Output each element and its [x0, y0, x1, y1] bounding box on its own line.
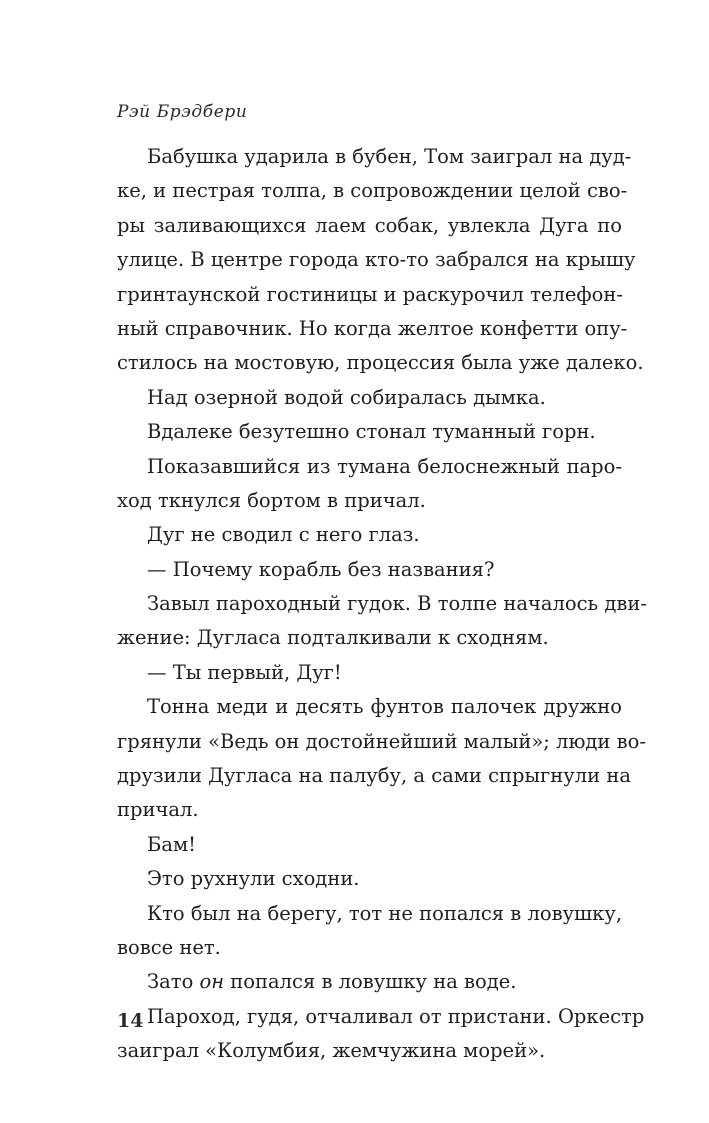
text-line: Бам! — [147, 832, 196, 856]
text-line: Дуг не сводил с него глаз. — [147, 523, 420, 547]
text-line: Бабушка ударила в бубен, Том заиграл на дуд- — [147, 145, 632, 168]
text-line: стилось на мостовую, процессия была уже далеко. — [117, 351, 644, 375]
text-line: ный справочник. Но когда желтое конфетти опу- — [117, 316, 628, 340]
text-line: заиграл «Колумбия, жемчужина морей». — [117, 1039, 546, 1063]
page-number: 14 — [117, 1010, 144, 1032]
text-line: жение: Дугласа подталкивали к сходням. — [117, 626, 549, 650]
text-line: Пароход, гудя, отчаливал от пристани. Оркестр — [147, 1004, 645, 1028]
text-line: грянули «Ведь он достойнейший малый»; люди во- — [117, 729, 646, 753]
dialogue-line: — Ты первый, Дуг! — [147, 660, 342, 684]
text-line: гринтаунской гостиницы и раскурочил телефон- — [117, 282, 623, 306]
text-line: ры заливающихся лаем собак, увлекла Дуга по — [117, 213, 622, 237]
text-fragment: попался в ловушку на воде. — [224, 970, 517, 994]
text-line: Показавшийся из тумана белоснежный паро- — [147, 454, 622, 478]
text-fragment: Зато — [147, 970, 200, 994]
text-line: вовсе нет. — [117, 935, 221, 959]
text-line: Кто был на берегу, тот не попался в ловушку, — [147, 901, 623, 925]
text-line: ке, и пестрая толпа, в сопровождении целой сво- — [117, 179, 628, 203]
text-line: Вдалеке безутешно стонал туманный горн. — [147, 420, 596, 444]
emphasis-word: он — [199, 970, 225, 994]
text-line: Завыл пароходный гудок. В толпе началось дви- — [147, 592, 647, 616]
text-line: ход ткнулся бортом в причал. — [117, 488, 426, 512]
text-line: Над озерной водой собиралась дымка. — [147, 385, 546, 409]
text-line: Тонна меди и десять фунтов палочек дружно — [147, 695, 622, 719]
text-line: друзили Дугласа на палубу, а сами спрыгнули на — [117, 764, 631, 788]
text-line — [117, 965, 622, 999]
dialogue-line: — Почему корабль без названия? — [147, 557, 495, 581]
text-line: причал. — [117, 798, 199, 822]
body-text — [117, 140, 647, 1069]
text-line: Это рухнули сходни. — [147, 867, 360, 891]
running-head-author: Рэй Брэдбери — [117, 102, 248, 122]
text-line: улице. В центре города кто-то забрался на крышу — [117, 248, 636, 272]
